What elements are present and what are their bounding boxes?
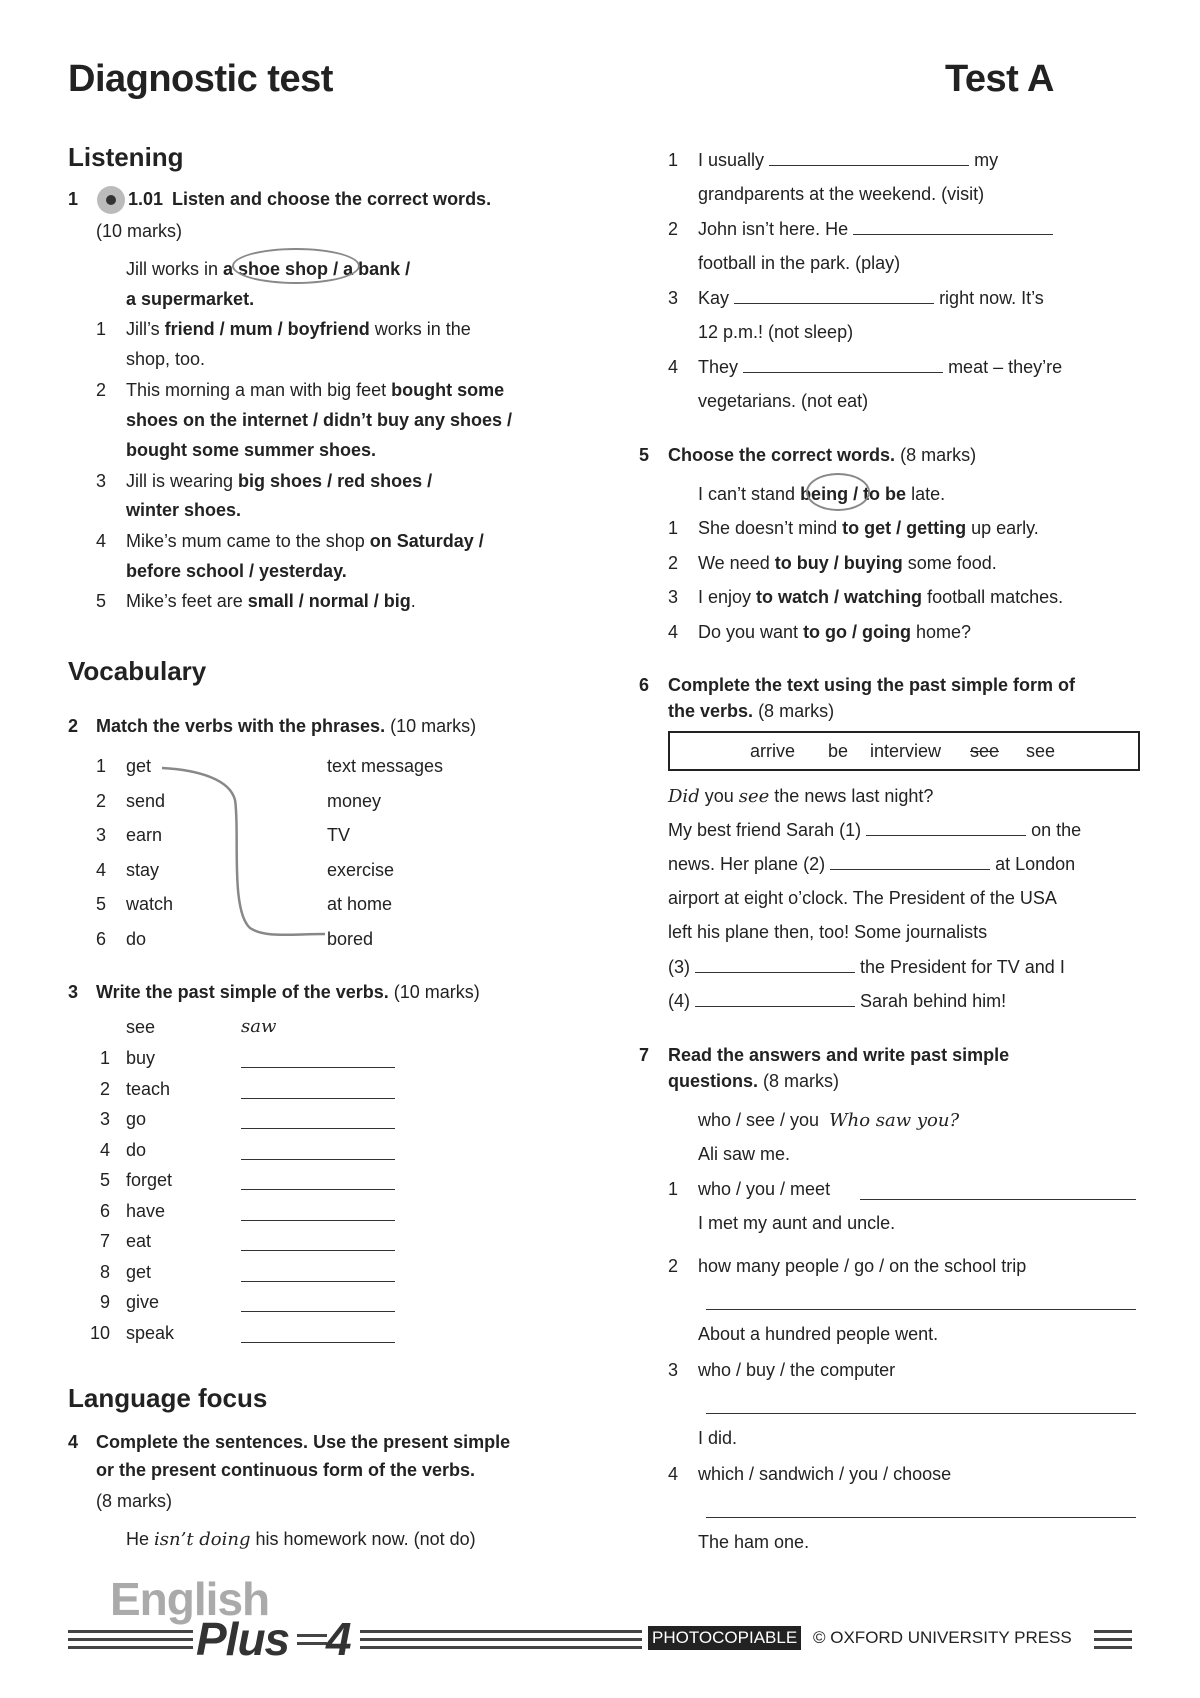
answer-reply: I did.	[698, 1428, 738, 1448]
row-number: 2	[668, 552, 679, 573]
row-number: 9	[99, 1292, 110, 1312]
sentence-line: Kay right now. It’s	[698, 288, 1044, 308]
answer-blank[interactable]	[241, 1249, 395, 1251]
answer-circle	[806, 473, 870, 511]
answer-blank[interactable]	[866, 835, 1026, 836]
verb: eat	[126, 1231, 152, 1251]
word-box-item: arrive	[750, 741, 796, 761]
exercise-marks: (10 marks)	[96, 221, 183, 241]
row-number: 5	[99, 1170, 110, 1190]
row-number: 5	[96, 894, 107, 914]
row-number: 7	[99, 1231, 110, 1251]
exercise-number: 2	[68, 716, 79, 736]
match-phrase: text messages	[327, 756, 444, 776]
exercise-instruction: or the present continuous form of the verbs.	[96, 1460, 476, 1480]
row-number: 2	[668, 219, 679, 239]
verb: forget	[126, 1170, 173, 1190]
footer-rule	[68, 1646, 193, 1649]
answer-blank[interactable]	[241, 1280, 395, 1282]
footer-rule	[1094, 1630, 1132, 1633]
answer-blank[interactable]	[241, 1310, 395, 1312]
question-prompt: which / sandwich / you / choose	[698, 1464, 952, 1484]
publisher: © OXFORD UNIVERSITY PRESS	[813, 1628, 1072, 1647]
cd-icon	[97, 186, 125, 214]
example-prompt: who / see / you Who saw you?	[698, 1110, 960, 1131]
row-number: 3	[96, 825, 107, 845]
example-answer: a shoe shop	[223, 259, 329, 279]
row-number: 1	[668, 150, 679, 170]
footer-rule	[297, 1642, 327, 1645]
verb: give	[126, 1292, 160, 1312]
match-phrase: bored	[327, 928, 374, 949]
example-sentence: Did you see the news last night?	[668, 786, 934, 807]
exercise-instruction: questions. (8 marks)	[668, 1071, 840, 1091]
exercise-number: 1	[68, 189, 79, 209]
answer-blank[interactable]	[734, 303, 934, 304]
example-reply: Ali saw me.	[698, 1144, 791, 1164]
match-verb: stay	[126, 859, 160, 880]
answer-blank[interactable]	[241, 1066, 395, 1068]
row-number: 6	[99, 1200, 110, 1221]
row-number: 1	[668, 518, 679, 538]
match-verb: get	[126, 756, 152, 776]
list-item-text: bought some summer shoes.	[126, 440, 377, 460]
match-phrase: TV	[327, 825, 351, 845]
row-number: 1	[96, 756, 107, 776]
row-number: 3	[668, 1360, 679, 1380]
row-number: 3	[99, 1109, 110, 1129]
row-number: 8	[99, 1261, 110, 1282]
answer-blank[interactable]	[853, 234, 1053, 235]
answer-circle	[232, 248, 360, 284]
answer-blank[interactable]	[830, 869, 990, 870]
question-prompt: how many people / go / on the school trip	[698, 1256, 1027, 1276]
list-item: 5	[96, 591, 107, 611]
answer-blank[interactable]	[241, 1219, 395, 1221]
list-item: 4	[96, 531, 107, 551]
answer-blank[interactable]	[241, 1097, 395, 1099]
answer-blank[interactable]	[695, 1006, 855, 1007]
list-item-text: Jill is wearing big shoes / red shoes /	[126, 471, 433, 491]
footer-rule	[1094, 1646, 1132, 1649]
footer-rule	[1094, 1638, 1132, 1641]
sentence-line: 12 p.m.! (not sleep)	[698, 322, 854, 342]
gap-text-line: airport at eight o’clock. The President of the USA	[668, 888, 1057, 908]
word-box-item: see	[1026, 741, 1056, 761]
sentence-line: I usually my	[698, 150, 999, 170]
answer-reply: The ham one.	[698, 1532, 810, 1552]
question-prompt: who / you / meet	[698, 1179, 831, 1199]
answer-blank[interactable]	[241, 1158, 395, 1160]
example-answer: saw	[241, 1016, 277, 1037]
sentence-line: football in the park. (play)	[698, 253, 901, 273]
row-number: 4	[96, 859, 107, 880]
gap-text-line: (3) the President for TV and I	[668, 957, 1065, 977]
exercise-instruction: Complete the sentences. Use the present simple	[96, 1432, 511, 1452]
verb: go	[126, 1109, 147, 1129]
footer-rule	[68, 1630, 193, 1633]
row-number: 4	[99, 1139, 110, 1160]
row-number: 2	[668, 1256, 679, 1276]
footer-rule	[360, 1630, 642, 1633]
list-item-text: This morning a man with big feet bought some	[126, 380, 505, 400]
row-number: 3	[668, 288, 679, 308]
match-verb: earn	[126, 825, 163, 845]
photocopiable-badge: PHOTOCOPIABLE	[648, 1626, 801, 1650]
word-box-item: interview	[870, 741, 942, 761]
footer-rule	[360, 1646, 642, 1649]
word-box-item: be	[828, 741, 849, 761]
gap-text-line: (4) Sarah behind him!	[668, 991, 1007, 1011]
verb: teach	[126, 1078, 171, 1099]
exercise-number: 6	[639, 675, 650, 695]
exercise-instruction: Listen and choose the correct words.	[172, 189, 492, 209]
section-heading-vocabulary: Vocabulary	[68, 656, 207, 686]
word-box	[668, 731, 1140, 771]
choice-sentence: We need to buy / buying some food.	[698, 552, 997, 573]
verb: speak	[126, 1322, 175, 1343]
list-item: 2	[96, 380, 107, 400]
exercise-instruction: Complete the text using the past simple form of	[668, 675, 1076, 695]
exercise-number: 5	[639, 445, 650, 465]
sentence-line: John isn’t here. He	[698, 219, 1053, 239]
section-heading-language-focus: Language focus	[68, 1383, 268, 1413]
verb: do	[126, 1139, 147, 1160]
answer-blank[interactable]	[241, 1188, 395, 1190]
row-number: 4	[668, 357, 679, 377]
row-number: 4	[668, 621, 679, 642]
footer-rule	[68, 1638, 193, 1641]
example-sentence: I can’t stand being / to be late.	[698, 484, 946, 504]
match-verb: watch	[126, 894, 174, 914]
list-item-text: shop, too.	[126, 349, 206, 369]
row-number: 2	[96, 790, 107, 811]
match-phrase: exercise	[327, 859, 395, 880]
list-item: 1	[96, 319, 107, 339]
row-number: 2	[99, 1078, 110, 1099]
verb: get	[126, 1261, 152, 1282]
answer-blank[interactable]	[695, 972, 855, 973]
answer-blank[interactable]	[241, 1127, 395, 1129]
row-number: 6	[96, 928, 107, 949]
exercise-number: 3	[68, 982, 79, 1002]
word-box-item-used: see	[970, 741, 1000, 761]
list-item-text: shoes on the internet / didn’t buy any shoes /	[126, 410, 513, 430]
exercise-marks: (8 marks)	[96, 1491, 172, 1511]
logo-level: 4	[326, 1613, 352, 1665]
question-prompt: who / buy / the computer	[698, 1360, 896, 1380]
sentence-line: They meat – they’re	[698, 357, 1063, 377]
example-sentence: Jill works in a shoe shop / a bank /	[126, 259, 411, 279]
exercise-instruction: Read the answers and write past simple	[668, 1045, 1010, 1065]
exercise-instruction: Choose the correct words. (8 marks)	[668, 445, 977, 465]
list-item-text: winter shoes.	[126, 500, 242, 520]
footer-rule	[360, 1638, 642, 1641]
row-number: 1	[99, 1048, 110, 1068]
test-label: Test A	[945, 58, 1054, 100]
answer-blank[interactable]	[241, 1341, 395, 1343]
match-phrase: at home	[327, 894, 393, 914]
answer-blank[interactable]	[743, 372, 943, 373]
list-item: 3	[96, 471, 107, 491]
exercise-instruction: the verbs. (8 marks)	[668, 701, 835, 721]
section-heading-listening: Listening	[68, 142, 184, 172]
example-sentence-end: a supermarket.	[126, 289, 255, 309]
choice-sentence: She doesn’t mind to get / getting up early.	[698, 518, 1039, 538]
answer-reply: I met my aunt and uncle.	[698, 1213, 896, 1233]
exercise-number: 4	[68, 1432, 79, 1452]
logo-plus: Plus	[196, 1613, 290, 1665]
row-number: 10	[89, 1322, 110, 1343]
row-number: 4	[668, 1464, 679, 1484]
answer-blank[interactable]	[860, 1198, 1136, 1200]
exercise-number: 7	[639, 1045, 650, 1065]
logo-english: English	[110, 1573, 270, 1625]
match-phrase: money	[327, 790, 382, 811]
answer-blank[interactable]	[706, 1516, 1136, 1518]
match-verb: send	[126, 790, 166, 811]
answer-blank[interactable]	[706, 1308, 1136, 1310]
answer-blank[interactable]	[706, 1412, 1136, 1414]
list-item-text: before school / yesterday.	[126, 561, 347, 581]
gap-text-line: left his plane then, too! Some journalists	[668, 922, 988, 942]
footer-rule	[297, 1634, 327, 1637]
choice-sentence: I enjoy to watch / watching football matches.	[698, 587, 1064, 607]
match-line	[160, 760, 330, 940]
page-title: Diagnostic test	[68, 58, 333, 100]
verb: buy	[126, 1048, 156, 1068]
list-item-text: Mike’s feet are small / normal / big.	[126, 591, 416, 611]
exercise-instruction: Write the past simple of the verbs. (10 marks)	[96, 982, 480, 1002]
gap-text-line: news. Her plane (2) at London	[668, 854, 1076, 874]
example-verb: see	[126, 1017, 156, 1037]
sentence-line: grandparents at the weekend. (visit)	[698, 184, 985, 204]
track-number: 1.01	[128, 189, 164, 209]
row-number: 3	[668, 587, 679, 607]
exercise-instruction: Match the verbs with the phrases. (10 marks)	[96, 716, 477, 736]
row-number: 1	[668, 1179, 679, 1199]
choice-sentence: Do you want to go / going home?	[698, 621, 972, 642]
verb: have	[126, 1200, 166, 1221]
match-verb: do	[126, 928, 147, 949]
answer-blank[interactable]	[769, 165, 969, 166]
sentence-line: vegetarians. (not eat)	[698, 391, 869, 411]
answer-reply: About a hundred people went.	[698, 1324, 939, 1344]
example-sentence: He isn’t doing his homework now. (not do)	[126, 1529, 476, 1550]
gap-text-line: My best friend Sarah (1) on the	[668, 820, 1082, 840]
list-item-text: Mike’s mum came to the shop on Saturday /	[126, 531, 484, 551]
list-item-text: Jill’s friend / mum / boyfriend works in the	[126, 319, 471, 339]
